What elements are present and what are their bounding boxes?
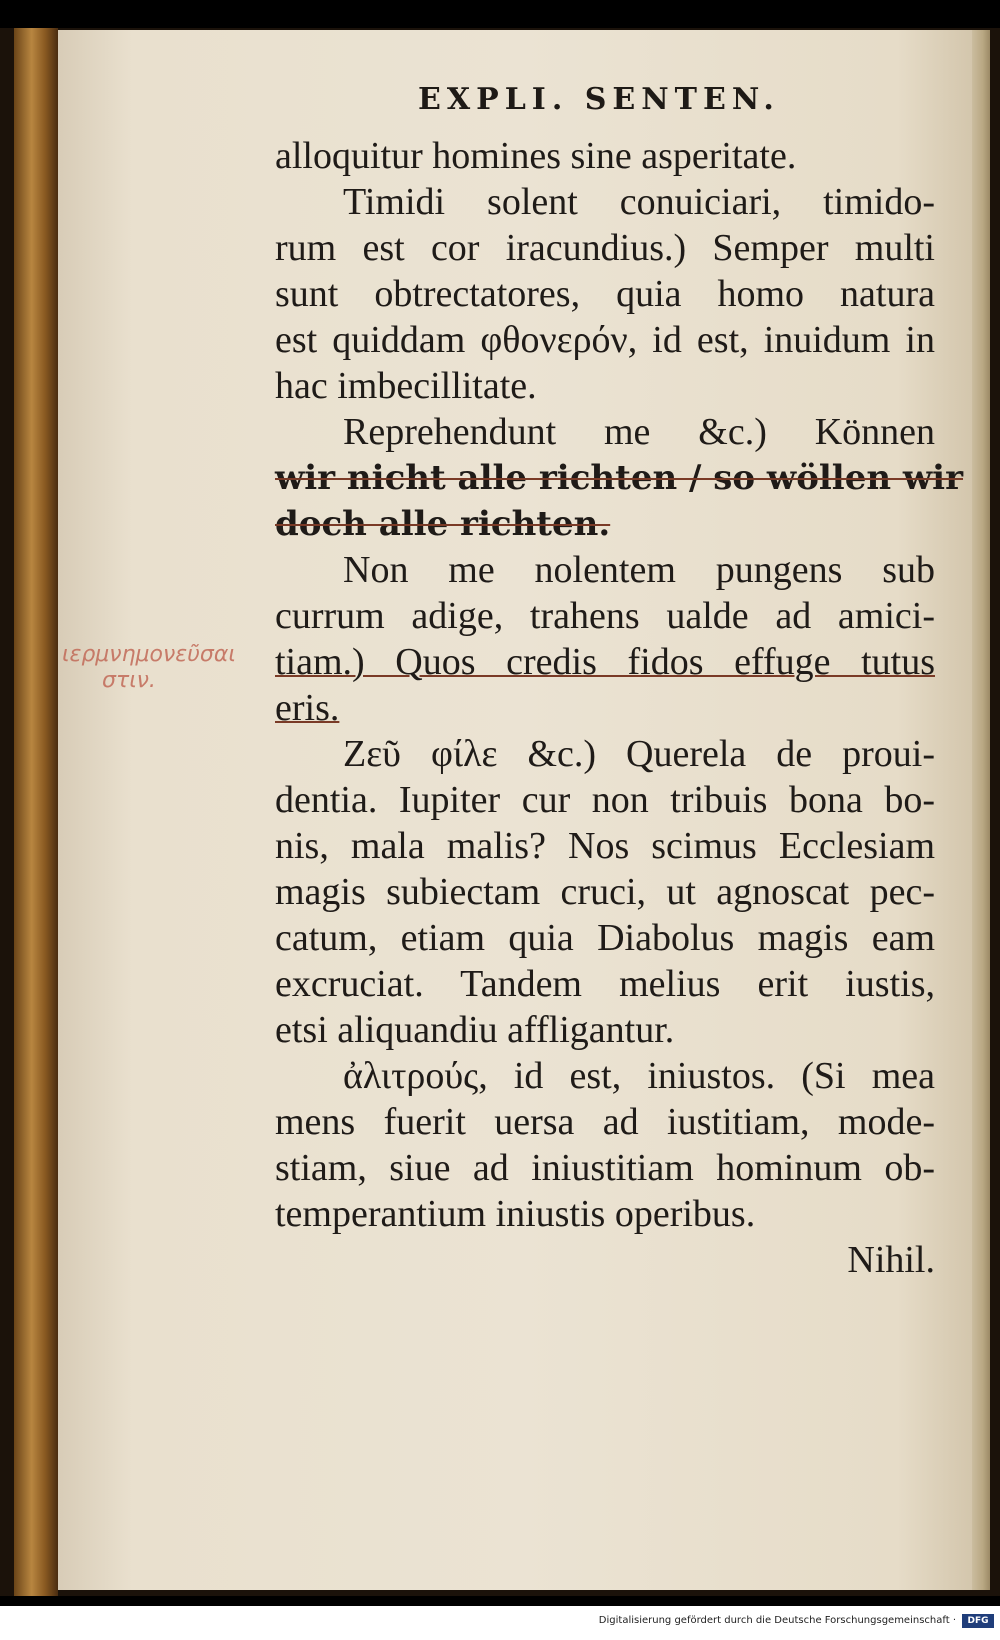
- text-line: excruciat. Tandem melius erit iustis,: [275, 963, 935, 1005]
- text-line: dentia. Iupiter cur non tribuis bona bo-: [275, 779, 935, 821]
- text-line: Ζεῦ φίλε &c.) Querela de proui-: [343, 733, 935, 775]
- text-line: Reprehendunt me &c.) Können: [343, 411, 935, 453]
- text-line: ἀλιτρούς, id est, iniustos. (Si mea: [343, 1055, 935, 1097]
- text-line: hac imbecillitate.: [275, 365, 537, 407]
- struck-text-line: wir nicht alle richten / so wöllen wir: [275, 458, 963, 498]
- catchword: Nihil.: [847, 1239, 935, 1281]
- body-text: [275, 133, 963, 1283]
- struck-text-line: doch alle richten.: [275, 504, 611, 544]
- text-line: nis, mala malis? Nos scimus Ecclesiam: [275, 825, 935, 867]
- book-binding: [14, 28, 58, 1596]
- text-line: mens fuerit uersa ad iustitiam, mode-: [275, 1101, 935, 1143]
- text-line: rum est cor iracundius.) Semper multi: [275, 227, 935, 269]
- underlined-text-line: tiam.) Quos credis fidos effuge tutus: [275, 641, 935, 683]
- footer-bar: [0, 1606, 1000, 1640]
- book-page: [58, 30, 990, 1590]
- text-line: magis subiectam cruci, ut agnoscat pec-: [275, 871, 935, 913]
- margin-annotation: [62, 642, 262, 694]
- text-line: stiam, siue ad iniustitiam hominum ob-: [275, 1147, 935, 1189]
- text-line: catum, etiam quia Diabolus magis eam: [275, 917, 935, 959]
- text-line: temperantium iniustis operibus.: [275, 1193, 756, 1235]
- funding-credit: Digitalisierung gefördert durch die Deutsche Forschungsgemeinschaft ·: [598, 1615, 956, 1626]
- text-line: currum adige, trahens ualde ad amici-: [275, 595, 935, 637]
- margin-annotation-line: ιερμνημονεῦσαι: [62, 642, 236, 667]
- dfg-logo: DFG: [962, 1614, 994, 1628]
- text-line: Timidi solent conuiciari, timido-: [343, 181, 935, 223]
- text-line: etsi aliquandiu affligantur.: [275, 1009, 675, 1051]
- text-line: alloquitur homines sine asperitate.: [275, 135, 797, 177]
- underlined-text-line: eris.: [275, 687, 340, 729]
- text-line: est quiddam φθονερόν, id est, inuidum in: [275, 319, 935, 361]
- book-scan: [0, 28, 1000, 1596]
- margin-annotation-line: στιν.: [102, 668, 156, 693]
- text-line: Non me nolentem pungens sub: [343, 549, 935, 591]
- page-edge: [972, 30, 990, 1590]
- running-header: EXPLI. SENTEN.: [418, 82, 780, 117]
- text-line: sunt obtrectatores, quia homo natura: [275, 273, 935, 315]
